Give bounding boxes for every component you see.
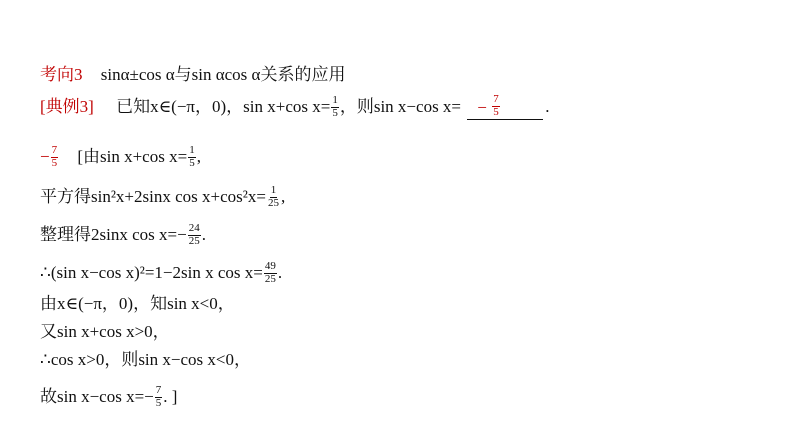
answer-fraction: $\frac{7}{5}$ bbox=[493, 93, 499, 118]
question-text-a: 已知x∈(−π，0)，sin x+cos x= bbox=[116, 96, 331, 116]
topic-title: sinα±cos α与sin αcos α关系的应用 bbox=[100, 65, 346, 84]
solution-line-3: 整理得2sinx cos x=− $\frac{24}{25}$ . bbox=[40, 222, 206, 247]
solution-line-7: ∴cos x>0，则sin x−cos x<0， bbox=[40, 350, 251, 369]
solution-answer-sign: − bbox=[40, 146, 50, 166]
solution-line-6: 又sin x+cos x>0， bbox=[40, 322, 170, 341]
answer-sign: − bbox=[477, 98, 487, 118]
topic-heading bbox=[40, 66, 345, 83]
given-fraction: $\frac{1}{5}$ bbox=[332, 94, 338, 119]
solution-line-4: ∴(sin x−cos x)²=1−2sin x cos x= $\frac{49}{25}$ . bbox=[40, 260, 283, 285]
solution-answer-fraction: $\frac{7}{5}$ bbox=[51, 144, 58, 169]
question-text-b: ，则sin x−cos x= bbox=[339, 96, 462, 116]
example-label: [典例3] bbox=[40, 96, 94, 116]
solution-line-2: 平方得sin²x+2sinx cos x+cos²x= $\frac{1}{25}$ , bbox=[40, 184, 286, 209]
example-question bbox=[40, 93, 550, 120]
solution-line-1: − $\frac{7}{5}$ [由sin x+cos x= $\frac{1}{5}$ , bbox=[40, 144, 201, 169]
question-end: . bbox=[545, 96, 550, 116]
answer-blank bbox=[467, 93, 543, 120]
topic-label: 考向3 bbox=[40, 65, 83, 84]
solution-line-5: 由x∈(−π，0)，知sin x<0， bbox=[40, 294, 235, 313]
solution-line-8: 故sin x−cos x=− $\frac{7}{5}$ . ] bbox=[40, 384, 178, 409]
